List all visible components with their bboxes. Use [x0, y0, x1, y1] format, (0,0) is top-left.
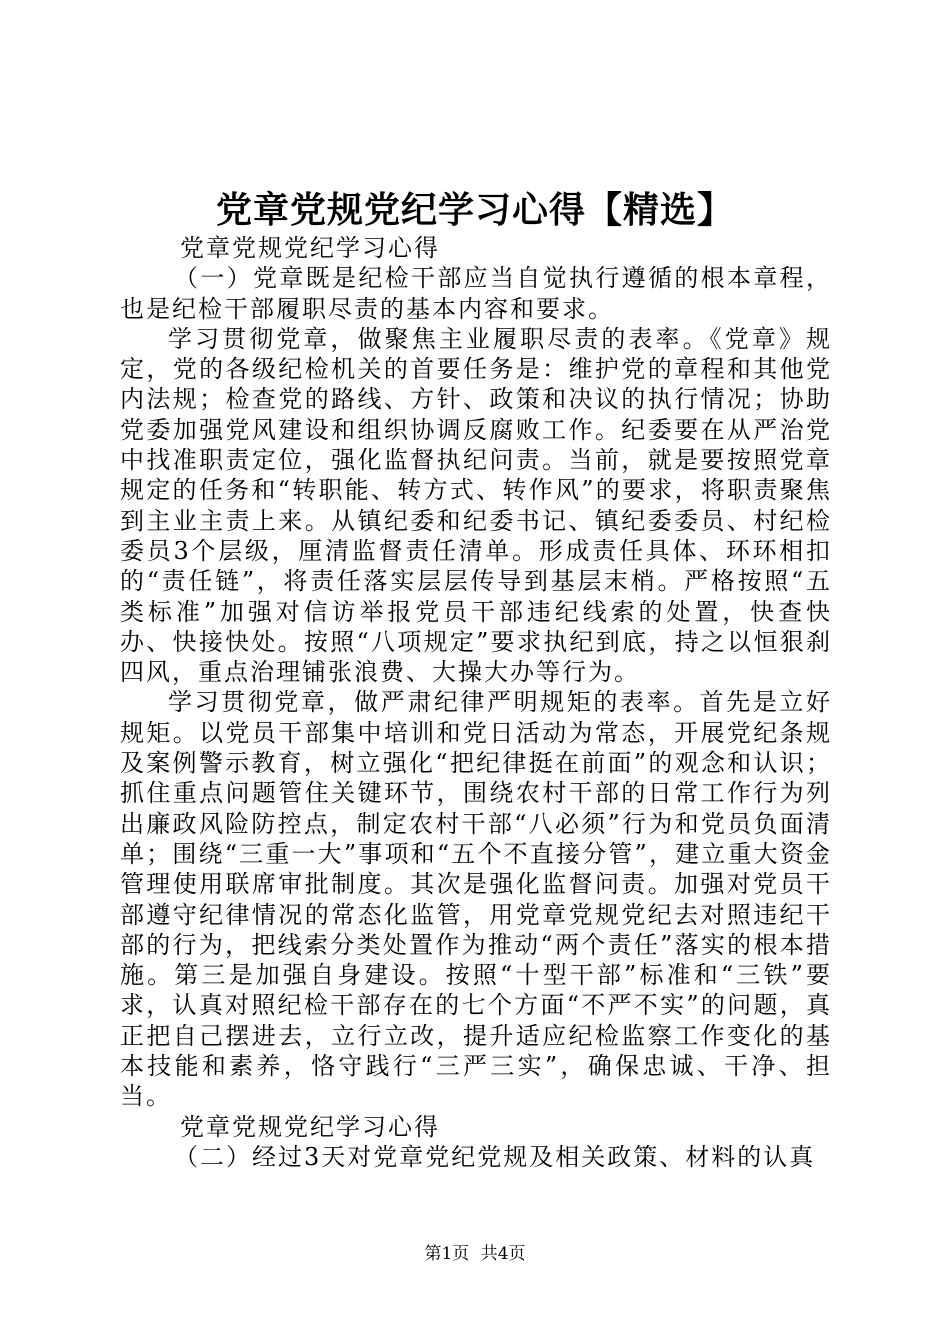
body-paragraph: 学习贯彻党章，做聚焦主业履职尽责的表率。《党章》规定，党的各级纪检机关的首要任务是：维护党的章程和其他党内法规；检查党的路线、方针、政策和决议的执行情况；协助党委加强党风建设和组织协调反腐败工作。纪委要在从严治党中找准职责定位，强化监督执纪问责。当前，就是要按照党章规定的任务和“转职能、转方式、转作风”的要求，将职责聚焦到主业主责上来。从镇纪委和纪委书记、镇纪委委员、村纪检委员3个层级，厘清监督责任清单。形成责任具体、环环相扣的“责任链”，将责任落实层层传导到基层末梢。严格按照“五类标准”加强对信访举报党员干部违纪线索的处置，快查快办、快接快处。按照“八项规定”要求执纪到底，持之以恒狠刹四风，重点治理铺张浪费、大操大办等行为。 — [120, 324, 832, 687]
section-heading: 党章党规党纪学习心得 — [180, 1112, 440, 1141]
document-body — [120, 233, 832, 1172]
body-paragraph: （二）经过3天对党章党纪党规及相关政策、材料的认真 — [174, 1142, 816, 1171]
document-title: 党章党规党纪学习心得【精选】 — [215, 189, 734, 231]
section-heading: 党章党规党纪学习心得 — [180, 234, 440, 262]
body-paragraph: （一）党章既是纪检干部应当自觉执行遵循的根本章程，也是纪检干部履职尽责的基本内容和要求。 — [120, 264, 832, 323]
page-number: 第1页 — [424, 1244, 470, 1264]
page-footer — [0, 1243, 950, 1265]
body-paragraph: 学习贯彻党章，做严肃纪律严明规矩的表率。首先是立好规矩。以党员干部集中培训和党日活动为常态，开展党纪条规及案例警示教育，树立强化“把纪律挺在前面”的观念和认识；抓住重点问题管住关键环节，围绕农村干部的日常工作行为列出廉政风险防控点，制定农村干部“八必须”行为和党员负面清单；围绕“三重一大”事项和“五个不直接分管”，建立重大资金管理使用联席审批制度。其次是强化监督问责。加强对党员干部遵守纪律情况的常态化监管，用党章党规党纪去对照违纪干部的行为，把线索分类处置作为推动“两个责任”落实的根本措施。第三是加强自身建设。按照“十型干部”标准和“三铁”要求，认真对照纪检干部存在的七个方面“不严不实”的问题，真正把自己摆进去，立行立改，提升适应纪检监察工作变化的基本技能和素养，恪守践行“三严三实”，确保忠诚、干净、担当。 — [120, 688, 832, 1111]
page-total: 共4页 — [480, 1244, 526, 1264]
